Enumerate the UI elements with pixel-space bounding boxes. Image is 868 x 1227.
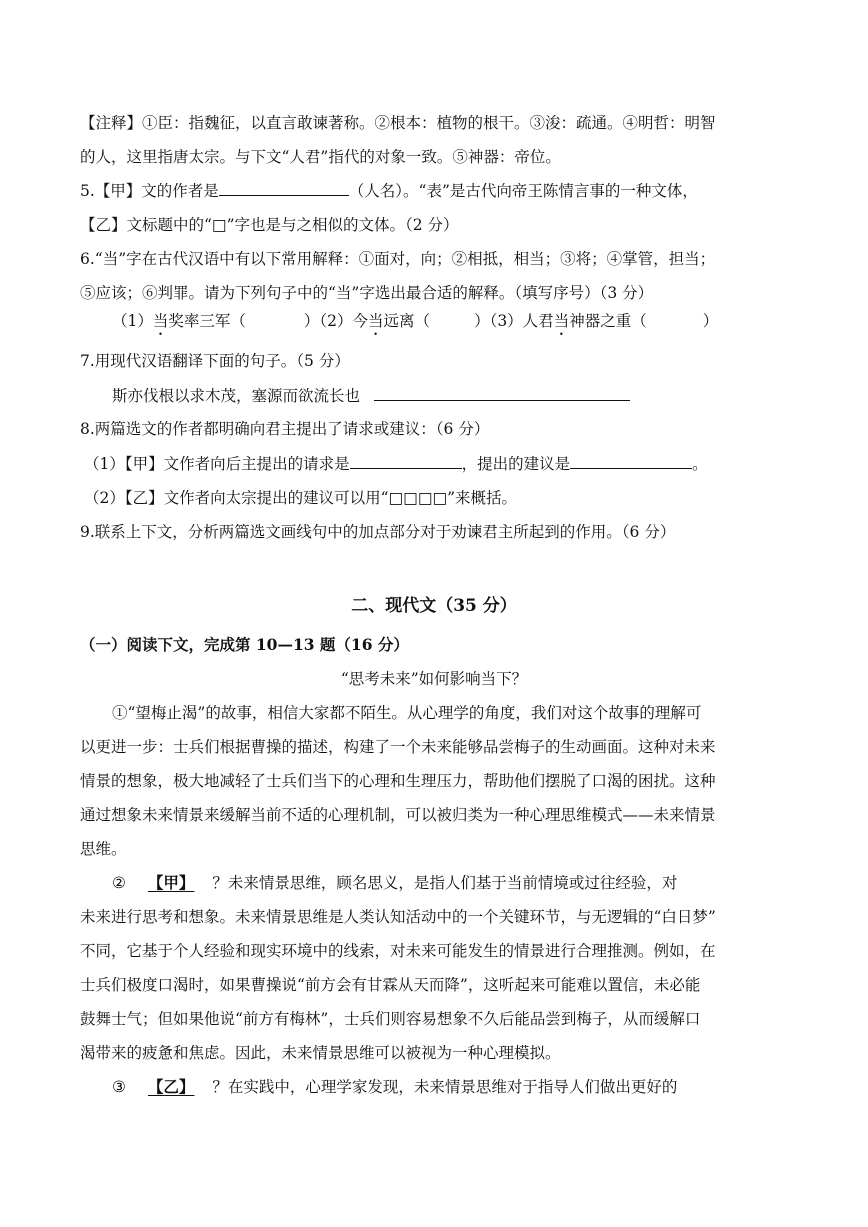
p3-number: ③ — [112, 1078, 126, 1096]
q5-answer-blank[interactable] — [219, 180, 349, 196]
q6-item-3-prefix: ）（3）人君 — [474, 312, 554, 330]
article-p2-line-5: 鼓舞士气；但如果他说“前方有梅林”，士兵们则容易想象不久后能品尝到梅子，从而缓解口 — [80, 1010, 701, 1028]
q8-suggestion-blank[interactable] — [570, 453, 692, 469]
p2-number: ② — [112, 874, 126, 892]
p2-blank-jia[interactable]: 【甲】 — [147, 873, 195, 892]
p2-first-text: ？未来情景思维，顾名思义，是指人们基于当前情境或过往经验，对 — [212, 874, 678, 892]
article-p2-line-3: 不同，它基于个人经验和现实环境中的线索，对未来可能发生的情景进行合理推测。例如，在 — [80, 942, 716, 960]
article-p1-line-1: ①“望梅止渴”的故事，相信大家都不陌生。从心理学的角度，我们对这个故事的理解可 — [112, 704, 702, 722]
q9-line-1: 9.联系上下文，分析两篇选文画线句中的加点部分对于劝谏君主所起到的作用。（6 分） — [80, 523, 676, 541]
article-p1-line-4: 通过想象未来情景来缓解当前不适的心理机制，可以被归类为一种心理思维模式——未来情景 — [80, 806, 716, 824]
q8-sub-1 — [84, 453, 708, 475]
article-title: “思考未来”如何影响当下？ — [340, 670, 528, 688]
question-5 — [80, 180, 698, 202]
q6-items — [112, 310, 718, 339]
q7-sentence: 斯亦伐根以求木茂，塞源而欲流长也 — [112, 387, 361, 405]
section-2-title: 二、现代文（35 分） — [351, 596, 517, 616]
article-p2-line-1 — [112, 872, 677, 894]
p3-first-text: ？在实践中，心理学家发现，未来情景思维对于指导人们做出更好的 — [212, 1078, 678, 1096]
article-p1-line-2: 以更进一步：士兵们根据曹操的描述，构建了一个未来能够品尝梅子的生动画面。这种对未来 — [80, 738, 716, 756]
q8-request-blank[interactable] — [350, 453, 462, 469]
article-p3-line-1 — [112, 1076, 677, 1098]
p3-blank-yi[interactable]: 【乙】 — [147, 1077, 195, 1096]
q5-line-2: 【乙】文标题中的“□”字也是与之相似的文体。（2 分） — [80, 216, 459, 234]
q8-sub-1-text-c: 。 — [692, 455, 708, 473]
article-p1-line-3: 情景的想象，极大地减轻了士兵们当下的心理和生理压力，帮助他们摆脱了口渴的困扰。这种 — [80, 772, 716, 790]
notes-line-1: 【注释】①臣：指魏征，以直言敢谏著称。②根本：植物的根干。③浚：疏通。④明哲：明智 — [80, 114, 716, 132]
article-p2-line-2: 未来进行思考和想象。未来情景思维是人类认知活动中的一个关键环节，与无逻辑的“白日梦” — [80, 908, 716, 926]
q7-sentence-line — [112, 385, 630, 407]
q7-line-1: 7.用现代汉语翻译下面的句子。（5 分） — [80, 352, 350, 370]
q5-text-1: 5.【甲】文的作者是 — [80, 182, 219, 200]
q8-sub-1-text-b: ，提出的建议是 — [461, 455, 571, 473]
q6-item-2-prefix: ）（2）今 — [303, 312, 369, 330]
notes-line-2: 的人，这里指唐太宗。与下文“人君”指代的对象一致。⑤神器：帝位。 — [80, 148, 561, 166]
section-2-part-1: （一）阅读下文，完成第 10—13 题（16 分） — [80, 635, 409, 654]
q6-item-3-text: 神器之重（ — [569, 312, 647, 330]
q6-item-3-dotted: 当 — [553, 312, 570, 330]
article-p2-line-6: 渴带来的疲惫和焦虑。因此，未来情景思维可以被视为一种心理模拟。 — [80, 1044, 561, 1062]
q5-text-2: （人名）。“表”是古代向帝王陈情言事的一种文体， — [348, 182, 698, 200]
article-p1-line-5: 思维。 — [80, 840, 127, 858]
q6-item-1-prefix: （1） — [112, 312, 153, 330]
q8-line-1: 8.两篇选文的作者都明确向君主提出了请求或建议：（6 分） — [80, 420, 490, 438]
q7-answer-blank[interactable] — [374, 385, 630, 401]
article-p2-line-4: 士兵们极度口渴时，如果曹操说“前方会有甘霖从天而降”，这听起来可能难以置信，未必能 — [80, 976, 701, 994]
q6-item-2-text: 远离（ — [383, 312, 431, 330]
q8-sub-2: （2）【乙】文作者向太宗提出的建议可以用“□□□□”来概括。 — [84, 489, 518, 507]
q6-item-1-dotted: 当 — [152, 312, 169, 330]
q6-item-1-text: 奖率三军（ — [168, 312, 246, 330]
q6-line-1: 6.“当”字在古代汉语中有以下常用解释：①面对，向；②相抵，相当；③将；④掌管，担当； — [80, 250, 716, 268]
q6-item-2-dotted: 当 — [368, 312, 384, 330]
q6-item-3-close: ） — [702, 312, 719, 330]
q6-line-2: ⑤应该；⑥判罪。请为下列句子中的“当”字选出最合适的解释。（填写序号）（3 分） — [80, 284, 654, 302]
q8-sub-1-text-a: （1）【甲】文作者向后主提出的请求是 — [84, 455, 350, 473]
